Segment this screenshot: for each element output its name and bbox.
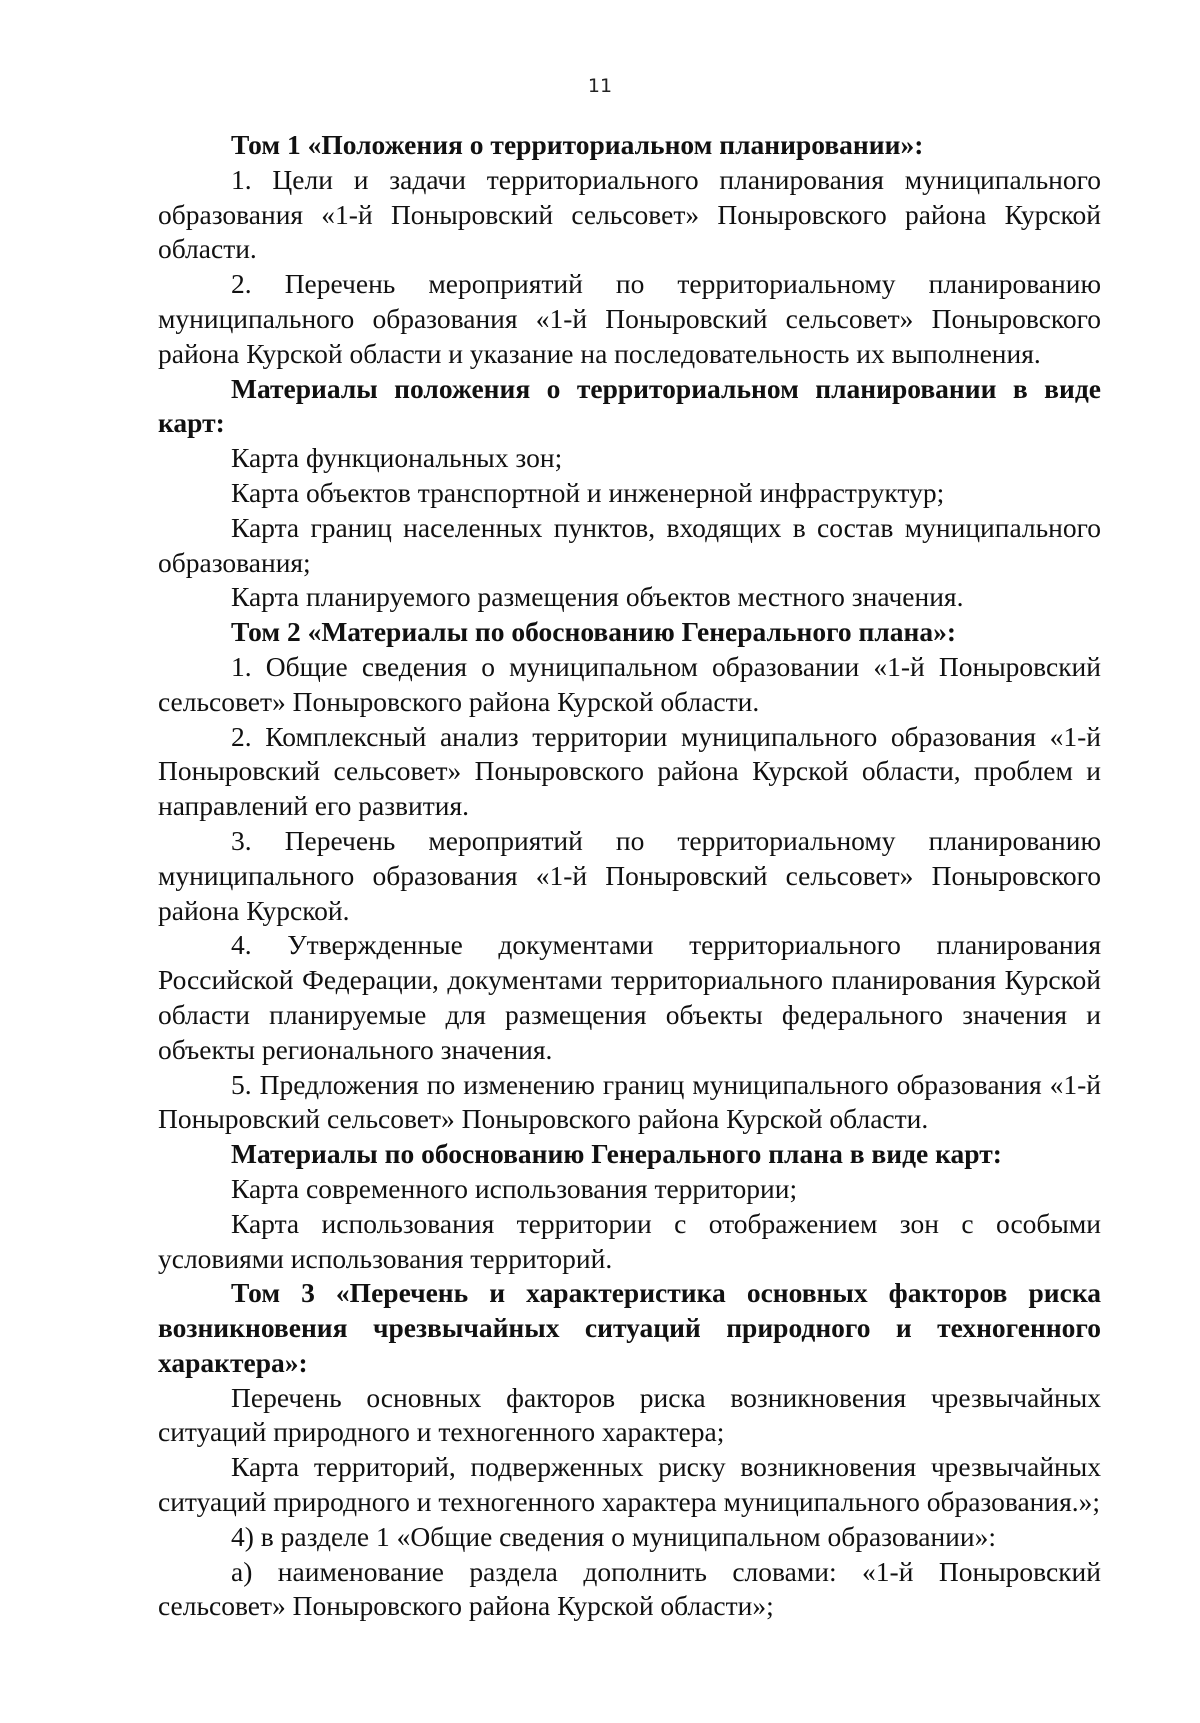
heading-volume-1: Том 1 «Положения о территориальном планировании»: <box>231 129 924 160</box>
list-item: Карта объектов транспортной и инженерной инфраструктур; <box>231 476 945 508</box>
paragraph: 1. Общие сведения о муниципальном образовании «1-й Поныровский сельсовет» Поныровского района Курской области. <box>158 650 1101 717</box>
paragraph: 2. Перечень мероприятий по территориальному планированию муниципального образования «1-й Поныровский сельсовет» Поныровского района Курской области и указание на последовательность их выполнения. <box>158 268 1101 369</box>
paragraph: 4) в разделе 1 «Общие сведения о муниципальном образовании»: <box>231 1520 997 1552</box>
list-item: Карта границ населенных пунктов, входящих в состав муниципального образования; <box>158 511 1101 578</box>
paragraph: 4. Утвержденные документами территориального планирования Российской Федерации, документами территориального планирования Курской области планируемые для размещения объекты федерального значения и объекты регионального значения. <box>158 929 1101 1065</box>
list-item: Карта использования территории с отображением зон с особыми условиями использования территорий. <box>158 1207 1101 1274</box>
list-item: Перечень основных факторов риска возникновения чрезвычайных ситуаций природного и техногенного характера; <box>158 1381 1101 1448</box>
list-item: Карта функциональных зон; <box>231 442 563 474</box>
heading-maps-volume-1: Материалы положения о территориальном планировании в виде карт: <box>158 372 1101 439</box>
heading-volume-3: Том 3 «Перечень и характеристика основных факторов риска возникновения чрезвычайных ситуаций природного и техногенного характера»: <box>158 1277 1101 1378</box>
document-body <box>158 128 1101 1624</box>
paragraph: 2. Комплексный анализ территории муниципального образования «1-й Поныровский сельсовет» Поныровского района Курской области, проблем и направлений его развития. <box>158 720 1101 822</box>
list-item: Карта планируемого размещения объектов местного значения. <box>231 581 964 613</box>
list-item: Карта территорий, подверженных риску возникновения чрезвычайных ситуаций природного и техногенного характера муниципального образования.»; <box>158 1451 1101 1518</box>
list-item: Карта современного использования территории; <box>231 1172 798 1204</box>
paragraph: а) наименование раздела дополнить словами: «1-й Поныровский сельсовет» Поныровского района Курской области»; <box>158 1555 1101 1622</box>
page-number: 11 <box>587 75 613 97</box>
paragraph: 1. Цели и задачи территориального планирования муниципального образования «1-й Поныровский сельсовет» Поныровского района Курской области. <box>158 163 1101 265</box>
paragraph: 3. Перечень мероприятий по территориальному планированию муниципального образования «1-й Поныровский сельсовет» Поныровского района Курской. <box>158 824 1101 926</box>
heading-volume-2: Том 2 «Материалы по обоснованию Генерального плана»: <box>231 616 957 648</box>
heading-maps-volume-2: Материалы по обоснованию Генерального плана в виде карт: <box>231 1138 1002 1170</box>
paragraph: 5. Предложения по изменению границ муниципального образования «1-й Поныровский сельсовет» Поныровского района Курской области. <box>158 1068 1101 1135</box>
